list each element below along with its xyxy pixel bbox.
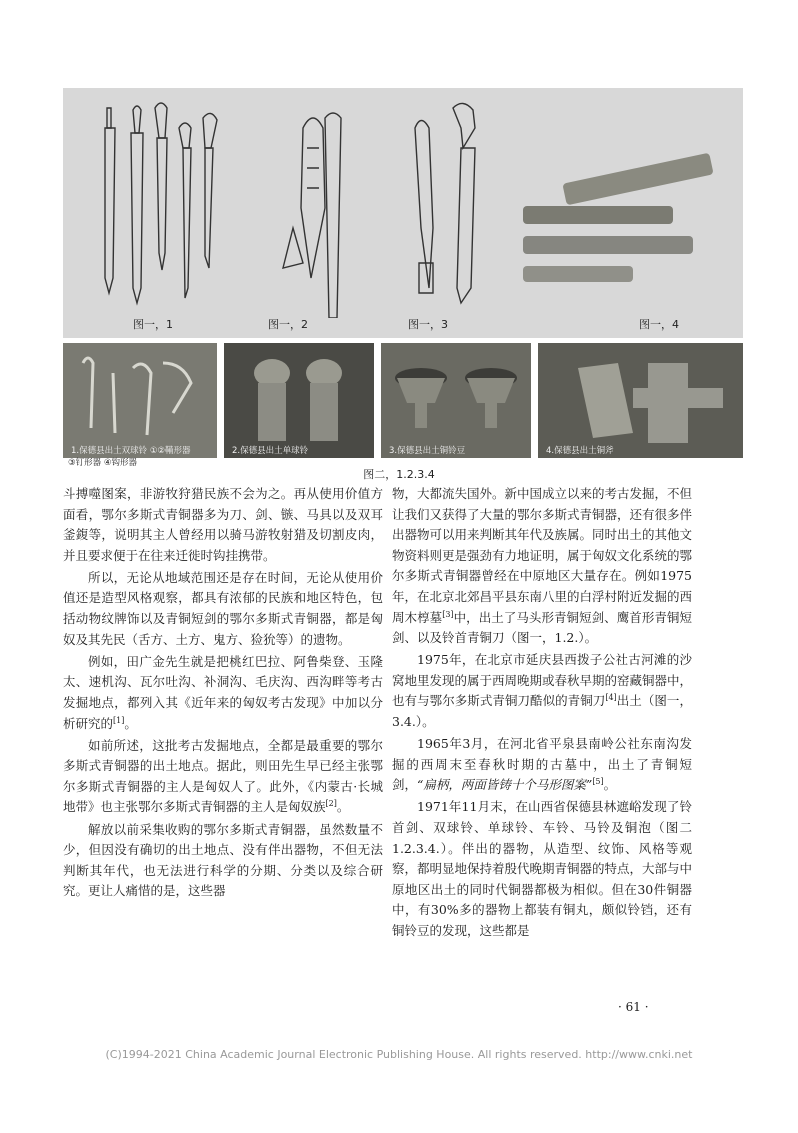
bronze-knives-photo <box>503 88 743 318</box>
figure-caption-2: 图一，2 <box>268 318 308 331</box>
figure-caption-1: 图一，1 <box>133 318 173 331</box>
paragraph-text: 1975年，在北京市延庆县西拨子公社古河滩的沙窝地里发现的属于西周晚期或春秋早期的窑藏铜器中，也有与鄂尔多斯式青铜刀酷似的青铜刀 <box>392 652 693 709</box>
left-column <box>63 484 383 902</box>
paragraph: 例如，田广金先生就是把桃红巴拉、阿鲁柴登、玉隆太、速机沟、瓦尔吐沟、补洞沟、毛庆沟、西沟畔等考古发掘地点，都列入其《近年来的匈奴考古发现》中加以分析研究的[1]。 <box>63 653 383 731</box>
photo-bronze-dou <box>381 343 531 458</box>
quotation: “扁柄，两面皆铸十个马形图案” <box>417 777 593 793</box>
paragraph <box>392 484 692 649</box>
bronze-weapons-drawing <box>93 88 243 318</box>
dagger-drawing <box>263 88 383 318</box>
paragraph: 所以，无论从地域范围还是存在时间，无论从使用价值还是造型风格观察，都具有浓郁的民族和地区特色，包括动物纹牌饰以及青铜短剑的鄂尔多斯式青铜器，都是匈奴及其先民（舌方、土方、鬼方、猃狁等）的遗物。 <box>63 569 383 647</box>
paragraph-text: 。 <box>603 777 617 793</box>
paragraph: 解放以前采集收购的鄂尔多斯式青铜器，虽然数量不少，但因没有确切的出土地点、没有伴出器物，不但无法判断其年代，也无法进行科学的分期、分类以及综合研究。更让人痛惜的是，这些器 <box>63 821 383 899</box>
citation: [1] <box>113 715 125 725</box>
figure-title: 图二，1.2.3.4 <box>363 468 435 481</box>
paragraph-text: 例如，田广金先生就是把桃红巴拉、阿鲁柴登、玉隆太、速机沟、瓦尔吐沟、补洞沟、毛庆沟、西沟畔等考古发掘地点，都列入其《近年来的匈奴考古发现》中加以分析研究的 <box>63 653 383 731</box>
double-ball-bell-photo <box>63 343 217 458</box>
paragraph: 斗搏噬图案，非游牧狩猎民族不会为之。再从使用价值方面看，鄂尔多斯式青铜器多为刀、剑、镞、马具以及双耳釜鍑等，说明其主人曾经用以骑马游牧射猎及切割皮肉，并且要求便于在往来迁徙时钩挂携带。 <box>63 486 383 563</box>
copyright-footer: (C)1994-2021 China Academic Journal Electronic Publishing House. All rights reserved. http://www.cnki.net <box>105 1048 693 1061</box>
figure-caption-3: 图一，3 <box>408 318 448 331</box>
bronze-axe-photo <box>538 343 743 458</box>
paragraph-text: 中，出土了马头形青铜短剑、鹰首形青铜短剑、以及铃首青铜刀（图一，1.2.）。 <box>392 609 692 646</box>
photo-caption-4: 4.保德县出土铜斧 <box>546 446 614 456</box>
paragraph <box>392 734 692 796</box>
photo-double-ball-bell <box>63 343 217 458</box>
figure-drawings <box>63 88 743 338</box>
paragraph-text: 如前所述，这批考古发掘地点，全都是最重要的鄂尔多斯式青铜器的出土地点。据此，则田先生早已经主张鄂尔多斯式青铜器的主人是匈奴人了。此外，《内蒙古·长城地带》也主张鄂尔多斯式青铜器的主人是匈奴族 <box>63 737 383 815</box>
page-number: · 61 · <box>618 1000 649 1014</box>
photo-caption-1-line2: ③钉形器 ④钩形器 <box>68 458 137 468</box>
photo-single-ball-bell <box>224 343 374 458</box>
citation: [5] <box>592 777 604 787</box>
paragraph: 1971年11月末，在山西省保德县林遮峪发现了铃首剑、双球铃、单球铃、车铃、马铃及铜泡（图二1.2.3.4.）。伴出的器物，从造型、纹饰、风格等观察，都明显地保持着殷代晚期青铜器的特点，大部与中原地区出土的同时代铜器都极为相似。但在30件铜器中，有30%多的器物上都装有铜丸，颇似铃铛，还有铜铃豆的发现，这些都是 <box>392 799 693 938</box>
citation: [4] <box>605 693 617 703</box>
bronze-dou-photo <box>381 343 531 458</box>
photo-caption-2: 2.保德县出土单球铃 <box>232 446 309 456</box>
photo-caption-3: 3.保德县出土铜铃豆 <box>389 446 466 456</box>
paragraph-text: 1965年3月，在河北省平泉县南岭公社东南沟发掘的西周末至春秋时期的古墓中，出土了青铜短剑， <box>392 736 692 793</box>
figure-panel-1 <box>93 88 243 338</box>
paragraph-text: 物，大都流失国外。新中国成立以来的考古发掘，不但让我们又获得了大量的鄂尔多斯式青铜器，还有很多伴出器物可以用来判断其年代及族属。同时出土的其他文物资料则更是强劲有力地证明，属于匈奴文化系统的鄂尔多斯式青铜器曾经在中原地区大量存在。例如1975年，在北京北郊昌平县东南八里的白浮村附近发掘的西周木椁墓 <box>392 486 693 625</box>
paragraph: 如前所述，这批考古发掘地点，全都是最重要的鄂尔多斯式青铜器的出土地点。据此，则田先生早已经主张鄂尔多斯式青铜器的主人是匈奴人了。此外，《内蒙古·长城地带》也主张鄂尔多斯式青铜器的主人是匈奴族[2]。 <box>63 737 383 815</box>
paragraph <box>392 650 692 732</box>
citation: [2] <box>325 799 337 809</box>
paragraph-text: 出土（图一，3.4.）。 <box>392 693 692 730</box>
single-ball-bell-photo <box>224 343 374 458</box>
figure-caption-4: 图一，4 <box>639 318 679 331</box>
citation: [3] <box>442 609 454 619</box>
figure-panel-4 <box>503 88 743 338</box>
photo-bronze-axe <box>538 343 743 458</box>
right-column <box>392 484 692 942</box>
photo-caption-1: 1.保德县出土双球铃 ①②鞴形器 <box>71 446 191 456</box>
figure-panel-2 <box>263 88 383 338</box>
